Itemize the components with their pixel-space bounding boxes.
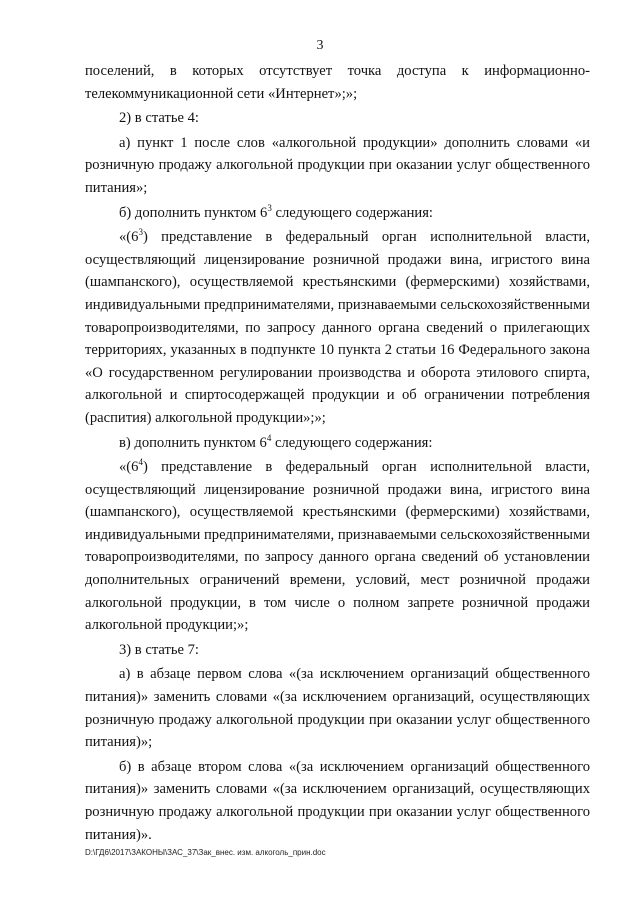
paragraph-6-superscript: 4 bbox=[266, 432, 272, 443]
paragraph-5 bbox=[85, 226, 590, 429]
paragraph-9: а) в абзаце первом слова «(за исключением организаций общественного питания)» заменить словами «(за исключением организаций, осуществляющих розничную продажу алкогольной продукции при оказании услуг общественного питания)»; bbox=[85, 666, 590, 751]
paragraph-4-superscript: 3 bbox=[267, 202, 272, 213]
paragraph-5-superscript: 3 bbox=[138, 227, 143, 238]
paragraph-6 bbox=[85, 432, 590, 455]
paragraph-10: б) в абзаце втором слова «(за исключением организаций общественного питания)» заменить словами «(за исключением организаций, осуществляющих розничную продажу алкогольной продукции при оказании услуг общественного питания)». bbox=[85, 758, 590, 843]
paragraph-4-text: б) дополнить пунктом 6 bbox=[119, 204, 268, 221]
paragraph-5-text: «(6 bbox=[119, 229, 139, 246]
paragraph-2: 2) в статье 4: bbox=[119, 110, 199, 127]
paragraph-6-text: в) дополнить пунктом 6 bbox=[119, 434, 267, 451]
file-path-footer: D:\ГД6\2017\ЗАКОНЫ\ЗАС_37\Зак_внес. изм. алкоголь_прин.doc bbox=[85, 848, 326, 857]
document-body bbox=[85, 60, 590, 846]
paragraph-6-tail: следующего содержания: bbox=[271, 434, 433, 451]
paragraph-4 bbox=[85, 202, 590, 225]
paragraph-7 bbox=[85, 456, 590, 637]
paragraph-1: поселений, в которых отсутствует точка доступа к информационно-телекоммуникационной сети «Интернет»;»; bbox=[85, 63, 590, 102]
paragraph-8: 3) в статье 7: bbox=[119, 641, 199, 658]
paragraph-4-tail: следующего содержания: bbox=[271, 204, 433, 221]
paragraph-7-tail: ) представление в федеральный орган исполнительной власти, осуществляющий лицензирование розничной продажи вина, игристого вина (шампанского), осуществляемой крестьянскими (фермерскими) хозяйствами, индивидуальными предпринимателями, признаваемыми сельскохозяйственными товаропроизводителями, по запросу данного органа сведений об установлении дополнительных ограничений времени, условий, мест розничной продажи алкогольной продукции, в том числе о полном запрете розничной продажи алкогольной продукции;»; bbox=[85, 459, 590, 634]
paragraph-3: а) пункт 1 после слов «алкогольной продукции» дополнить словами «и розничную продажу алкогольной продукции при оказании услуг общественного питания»; bbox=[85, 134, 590, 196]
paragraph-7-text: «(6 bbox=[119, 459, 139, 476]
paragraph-5-tail: ) представление в федеральный орган исполнительной власти, осуществляющий лицензирование розничной продажи вина, игристого вина (шампанского), осуществляемой крестьянскими (фермерскими) хозяйствами, индивидуальными предпринимателями, признаваемыми сельскохозяйственными товаропроизводителями, по запросу данного органа сведений о прилегающих территориях, указанных в подпункте 10 пункта 2 статьи 16 Федерального закона «О государственном регулировании производства и оборота этилового спирта, алкогольной и спиртосодержащей продукции и об ограничении потребления (распития) алкогольной продукции»;»; bbox=[85, 229, 590, 426]
page-number: 3 bbox=[316, 38, 324, 53]
paragraph-7-superscript: 4 bbox=[138, 457, 143, 468]
